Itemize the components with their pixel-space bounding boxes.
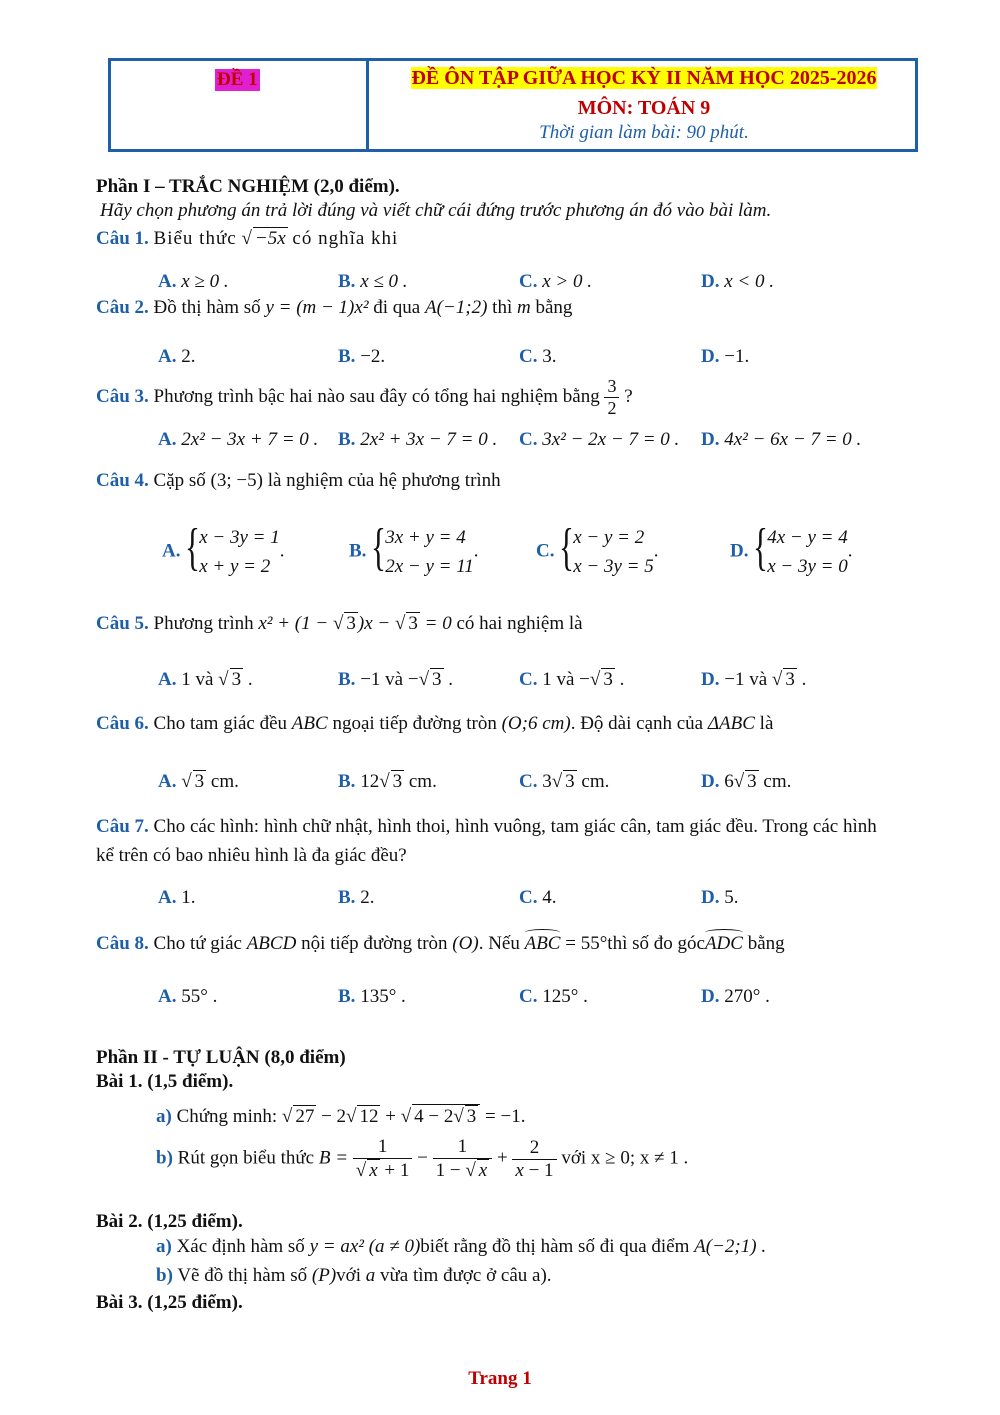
exam-title: ĐỀ ÔN TẬP GIỮA HỌC KỲ II NĂM HỌC 2025-2026: [411, 67, 877, 89]
q1-option-c[interactable]: C. x > 0 .: [519, 271, 592, 292]
bai3-heading: Bài 3. (1,25 điểm).: [96, 1292, 243, 1313]
exam-subject: MÔN: TOÁN 9: [577, 97, 711, 119]
q6-option-b[interactable]: B. 12√ 3 cm.: [338, 770, 437, 793]
q3-option-d[interactable]: D. 4x² − 6x − 7 = 0 .: [701, 429, 862, 450]
bai1-a: a) Chứng minh: √ 27 − 2√ 12 + √ 4 − 2√ 3 = −1.: [156, 1104, 525, 1128]
q1-option-b[interactable]: B. x ≤ 0 .: [338, 271, 408, 292]
question-1: Câu 1. Biểu thức √ −5x có nghĩa khi: [96, 227, 398, 250]
q6-option-d[interactable]: D. 6√ 3 cm.: [701, 770, 791, 793]
header-box: [108, 58, 918, 152]
part1-heading: Phần I – TRẮC NGHIỆM (2,0 điểm).: [96, 176, 400, 197]
question-6: Câu 6. Cho tam giác đều ABC ngoại tiếp đường tròn (O;6 cm). Độ dài cạnh của ΔABC là: [96, 713, 774, 734]
q7-option-a[interactable]: A. 1.: [158, 887, 196, 908]
bai1-b: b) Rút gọn biểu thức B = 1 √ x + 1 − $\frac{1}{1 - √ x}$ + $\frac{2}{x - 1}$ với x ≥ 0; x ≠ 1 .: [156, 1136, 688, 1182]
q3-option-a[interactable]: A. 2x² − 3x + 7 = 0 .: [158, 429, 319, 450]
q8-option-b[interactable]: B. 135° .: [338, 986, 406, 1007]
exam-code: ĐỀ 1: [217, 69, 258, 90]
q8-option-c[interactable]: C. 125° .: [519, 986, 588, 1007]
q8-option-d[interactable]: D. 270° .: [701, 986, 770, 1007]
q7-option-b[interactable]: B. 2.: [338, 887, 375, 908]
q2-option-c[interactable]: C. 3.: [519, 346, 557, 367]
bai2-heading: Bài 2. (1,25 điểm).: [96, 1211, 243, 1232]
question-3: Câu 3. Phương trình bậc hai nào sau đây có tổng hai nghiệm bằng $\frac{3}{2}$ ?: [96, 376, 633, 418]
q4-option-d[interactable]: D. { 4x − y = 4 x − 3y = 0 .: [730, 519, 853, 577]
bai1-heading: Bài 1. (1,5 điểm).: [96, 1071, 234, 1092]
bai2-a: a) Xác định hàm số y = ax² (a ≠ 0)biết rằng đồ thị hàm số đi qua điểm A(−2;1) .: [156, 1236, 767, 1257]
q4-option-a[interactable]: A. { x − 3y = 1 x + y = 2 .: [162, 519, 285, 577]
question-4: Câu 4. Cặp số (3; −5) là nghiệm của hệ phương trình: [96, 470, 501, 491]
q1-option-d[interactable]: D. x < 0 .: [701, 271, 774, 292]
q3-option-c[interactable]: C. 3x² − 2x − 7 = 0 .: [519, 429, 680, 450]
part1-instruction: Hãy chọn phương án trả lời đúng và viết chữ cái đứng trước phương án đó vào bài làm.: [100, 200, 772, 221]
q7-option-c[interactable]: C. 4.: [519, 887, 557, 908]
q5-option-a[interactable]: A. 1 và √ 3 .: [158, 668, 253, 691]
q3-option-b[interactable]: B. 2x² + 3x − 7 = 0 .: [338, 429, 498, 450]
q6-option-c[interactable]: C. 3√ 3 cm.: [519, 770, 609, 793]
q2-option-d[interactable]: D. −1.: [701, 346, 750, 367]
q6-option-a[interactable]: A. √ 3 cm.: [158, 770, 239, 793]
q4-option-b[interactable]: B. { 3x + y = 4 2x − y = 11 .: [349, 519, 479, 577]
question-5: Câu 5. Phương trình x² + (1 − √ 3 )x − √ 3 = 0 có hai nghiệm là: [96, 612, 583, 635]
question-2: Câu 2. Đồ thị hàm số y = (m − 1)x² đi qua A(−1;2) thì m bằng: [96, 297, 573, 318]
q2-option-a[interactable]: A. 2.: [158, 346, 196, 367]
page-footer: Trang 1: [468, 1368, 532, 1389]
part2-heading: Phần II - TỰ LUẬN (8,0 điểm): [96, 1047, 346, 1068]
question-8: Câu 8. Cho tứ giác ABCD nội tiếp đường tròn (O). Nếu ABC = 55°thì số đo gócADC bằng: [96, 933, 785, 954]
q7-option-d[interactable]: D. 5.: [701, 887, 739, 908]
header-divider: [366, 61, 369, 149]
q5-option-b[interactable]: B. −1 và −√ 3 .: [338, 668, 453, 691]
q1-option-a[interactable]: A. x ≥ 0 .: [158, 271, 229, 292]
q2-option-b[interactable]: B. −2.: [338, 346, 386, 367]
bai2-b: b) Vẽ đồ thị hàm số (P)với a vừa tìm được ở câu a).: [156, 1265, 552, 1286]
q5-option-c[interactable]: C. 1 và −√ 3 .: [519, 668, 624, 691]
q4-option-c[interactable]: C. { x − y = 2 x − 3y = 5 .: [536, 519, 659, 577]
question-7-line2: kể trên có bao nhiêu hình là đa giác đều?: [96, 845, 407, 866]
question-7: Câu 7. Cho các hình: hình chữ nhật, hình thoi, hình vuông, tam giác cân, tam giác đều. Trong các hình: [96, 816, 877, 837]
exam-time: Thời gian làm bài: 90 phút.: [539, 122, 749, 143]
q5-option-d[interactable]: D. −1 và √ 3 .: [701, 668, 806, 691]
q8-option-a[interactable]: A. 55° .: [158, 986, 218, 1007]
